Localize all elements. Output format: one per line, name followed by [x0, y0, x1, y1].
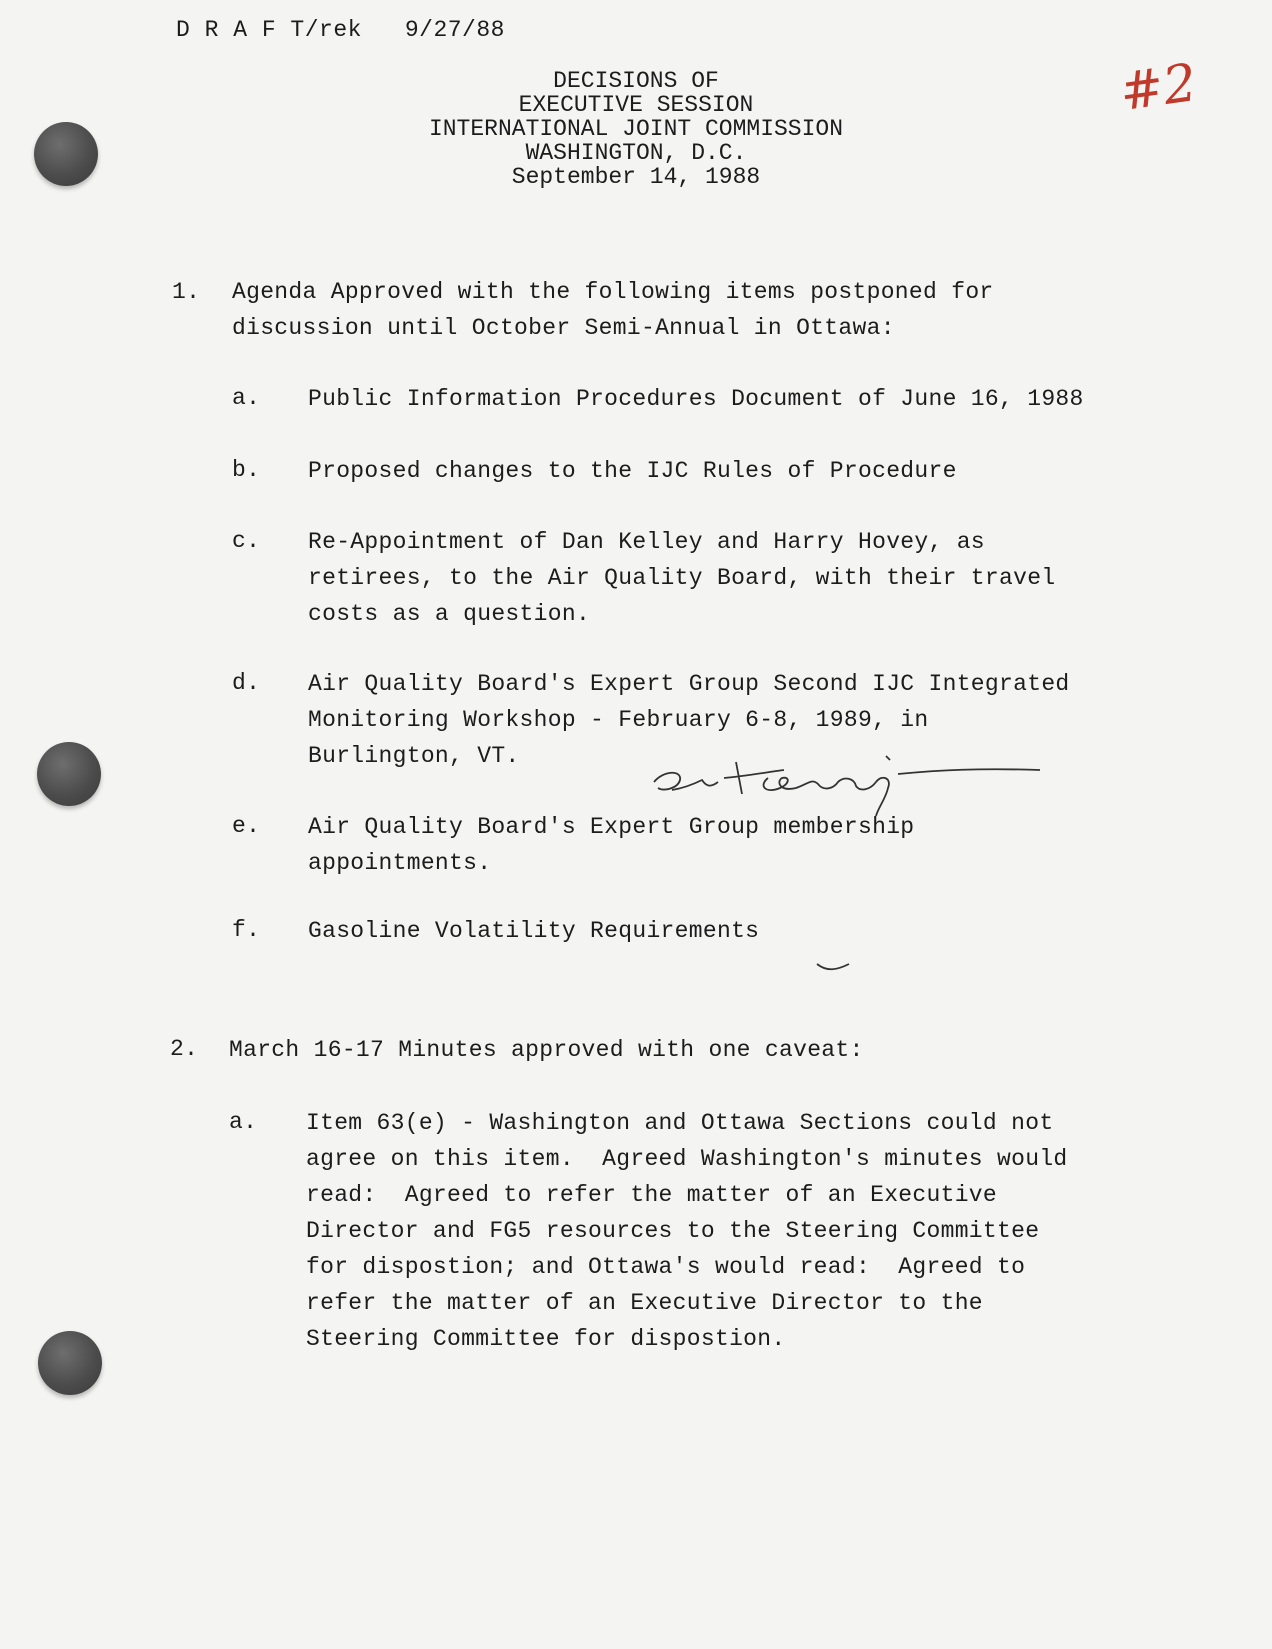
item-number: 1. — [172, 279, 201, 305]
item-text-line: discussion until October Semi-Annual in Ottawa: — [232, 315, 895, 341]
punch-hole-bottom — [38, 1331, 102, 1395]
handwritten-number-mark: #2 — [1116, 52, 1201, 124]
subitem-text-line: costs as a question. — [308, 601, 591, 627]
subitem-text-line: Gasoline Volatility Requirements — [308, 918, 760, 944]
header-date: September 14, 1988 — [511, 164, 761, 190]
subitem-text-line: Public Information Procedures Document of June 16, 1988 — [308, 386, 1084, 412]
subitem-text-line: Item 63(e) - Washington and Ottawa Sections could not — [306, 1110, 1054, 1136]
header-title-line-4: WASHINGTON, D.C. — [525, 140, 747, 166]
subitem-text-line: Monitoring Workshop - February 6-8, 1989, in — [308, 707, 929, 733]
subitem-text-line: Director and FG5 resources to the Steering Committee — [306, 1218, 1040, 1244]
subitem-text-line: retirees, to the Air Quality Board, with their travel — [308, 565, 1056, 591]
subitem-text-line: for dispostion; and Ottawa's would read: Agreed to — [306, 1254, 1026, 1280]
subitem-text-line: Re-Appointment of Dan Kelley and Harry Hovey, as — [308, 529, 985, 555]
handwritten-tick-mark — [815, 958, 855, 978]
item-text-line: Agenda Approved with the following items postponed for — [232, 279, 994, 305]
subitem-text-line: agree on this item. Agreed Washington's minutes would — [306, 1146, 1068, 1172]
subitem-text-line: Air Quality Board's Expert Group Second IJC Integrated — [308, 671, 1070, 697]
subitem-text-line: Proposed changes to the IJC Rules of Procedure — [308, 458, 957, 484]
subitem-text-line: read: Agreed to refer the matter of an Executive — [306, 1182, 998, 1208]
punch-hole-middle — [37, 742, 101, 806]
subitem-letter: e. — [232, 813, 261, 839]
subitem-letter: b. — [232, 457, 261, 483]
item-number: 2. — [170, 1036, 199, 1062]
subitem-letter: f. — [232, 917, 261, 943]
subitem-letter: a. — [229, 1109, 258, 1135]
item-text-line: March 16-17 Minutes approved with one caveat: — [229, 1037, 864, 1063]
header-title-line-3: INTERNATIONAL JOINT COMMISSION — [428, 116, 844, 142]
draft-tag: D R A F T/rek 9/27/88 — [176, 17, 505, 43]
header-title-line-2: EXECUTIVE SESSION — [518, 92, 754, 118]
header-title-line-1: DECISIONS OF — [553, 68, 719, 94]
subitem-letter: c. — [232, 528, 261, 554]
subitem-text-line: appointments. — [308, 850, 492, 876]
subitem-text-line: Burlington, VT. — [308, 743, 520, 769]
subitem-text-line: Air Quality Board's Expert Group membership — [308, 814, 915, 840]
subitem-text-line: Steering Committee for dispostion. — [306, 1326, 786, 1352]
subitem-letter: d. — [232, 670, 261, 696]
subitem-text-line: refer the matter of an Executive Director to the — [306, 1290, 983, 1316]
handwritten-annotation — [650, 748, 1050, 818]
subitem-letter: a. — [232, 385, 261, 411]
